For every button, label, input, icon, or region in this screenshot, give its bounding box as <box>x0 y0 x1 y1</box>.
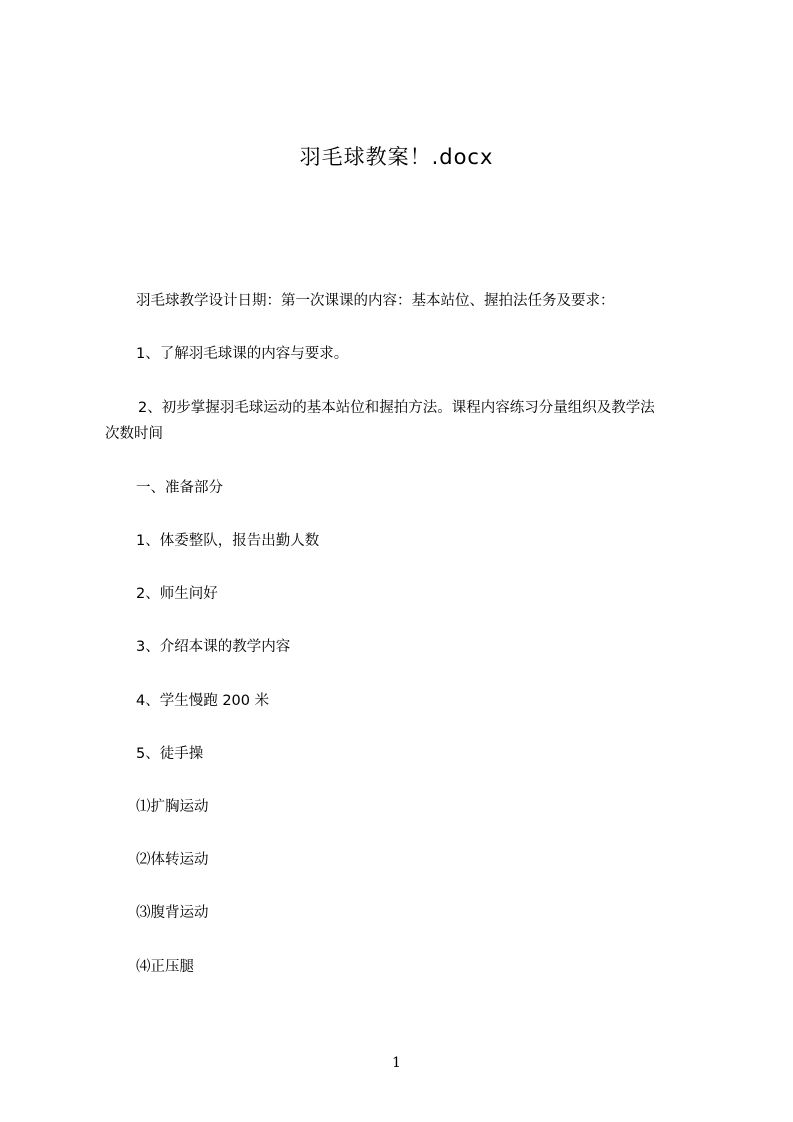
list-item: 1、体委整队，报告出勤人数 <box>136 533 320 549</box>
sub-list-item: ⑴扩胸运动 <box>136 799 209 815</box>
list-item: 2、师生问好 <box>136 586 218 602</box>
list-item: 4、学生慢跑 200 米 <box>136 693 270 709</box>
paragraph-goal-1: 1、了解羽毛球课的内容与要求。 <box>136 346 349 362</box>
list-item: 3、介绍本课的教学内容 <box>136 639 291 655</box>
sub-list-item: ⑵体转运动 <box>136 852 209 868</box>
document-title: 羽毛球教案！.docx <box>299 145 494 169</box>
paragraph-goal-2: 2、初步掌握羽毛球运动的基本站位和握拍方法。课程内容练习分量组织及教学法 <box>138 400 655 416</box>
paragraph-intro: 羽毛球教学设计日期：第一次课课的内容：基本站位、握拍法任务及要求： <box>136 293 615 309</box>
paragraph-goal-2-continued: 次数时间 <box>105 426 163 442</box>
section-heading-preparation: 一、准备部分 <box>136 480 223 496</box>
sub-list-item: ⑶腹背运动 <box>136 905 209 921</box>
sub-list-item: ⑷正压腿 <box>136 959 194 975</box>
list-item: 5、徒手操 <box>136 746 204 762</box>
page-number: 1 <box>392 1055 401 1071</box>
